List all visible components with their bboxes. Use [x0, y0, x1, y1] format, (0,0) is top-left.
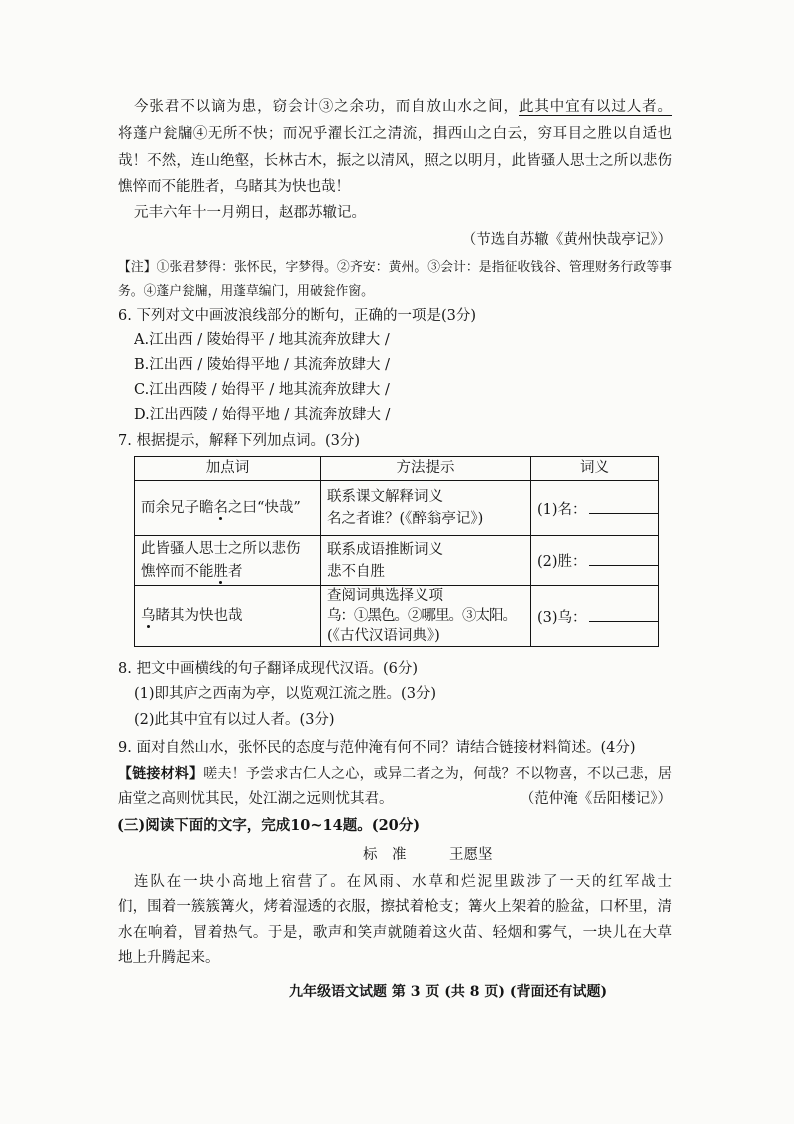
hint-line: 名之者谁？(《醉翁亭记》): [327, 511, 484, 527]
word-cell: [135, 536, 321, 586]
hint-line: 乌：①黑色。②哪里。③太阳。: [327, 608, 516, 624]
word-text: 者: [228, 563, 243, 580]
header-method-hint: 方法提示: [321, 457, 531, 481]
notes-line-2: 务。④蓬户瓮牖，用蓬草编门，用破瓮作窗。: [118, 284, 374, 299]
passage-signature: 元丰六年十一月朔日，赵郡苏辙记。: [134, 205, 366, 221]
section-3-heading: (三)阅读下面的文字，完成10~14题。(20分): [117, 817, 421, 834]
q6-option-c: C.江出西陵 / 始得平 / 地其流奔放肆大 /: [134, 382, 390, 398]
word-line: [141, 497, 320, 520]
q7-stem: 7. 根据提示，解释下列加点词。(3分): [118, 433, 360, 449]
q8-item-1: (1)即其庐之西南为亭，以览观江流之胜。(3分): [134, 686, 437, 702]
dotted-word: 乌: [141, 607, 156, 624]
link-material-label: 【链接材料】: [118, 766, 204, 782]
q9-link-line-2: [118, 786, 672, 812]
q7-table: [134, 456, 659, 647]
word-text: 憔悴而不能: [141, 563, 214, 580]
word-cell: [135, 586, 321, 647]
story-author: 王愿坚: [449, 847, 493, 863]
answer-cell: [531, 481, 659, 536]
answer-blank: [589, 620, 659, 622]
header-meaning: 词义: [531, 457, 659, 481]
dotted-word: 胜: [213, 563, 228, 580]
hint-cell: [321, 481, 531, 536]
underlined-sentence: 此其中宜有以过人者。: [518, 99, 672, 115]
word-line: 此皆骚人思士之所以悲伤: [141, 540, 301, 557]
story-line-1: 连队在一块小高地上宿营了。在风雨、水草和烂泥里跋涉了一天的红军战士: [134, 874, 672, 890]
answer-cell: [531, 536, 659, 586]
notes-line-1: 【注】①张君梦得：张怀民，字梦得。②齐安：黄州。③会计：是指征收钱谷、管理财务行政等事: [118, 260, 672, 275]
hint-line: 悲不自胜: [327, 563, 385, 580]
q6-stem: 6. 下列对文中画波浪线部分的断句，正确的一项是(3分): [118, 308, 476, 324]
passage-line-1: [134, 94, 672, 120]
link-material-text: 嗟夫！予尝求古仁人之心，或异二者之为，何哉？不以物喜，不以己悲，居: [203, 766, 672, 782]
story-line-4: 地上升腾起来。: [118, 950, 220, 966]
story-line-3: 水在响着，冒着热气。于是，歌声和笑声就随着这火苗、轻烟和雾气，一块儿在大草: [118, 925, 672, 941]
word-text: 之曰“快哉”: [228, 499, 301, 516]
answer-blank: [589, 564, 659, 566]
link-material-source: （范仲淹《岳阳楼记》）: [519, 791, 672, 807]
answer-label: (3)乌：: [537, 609, 587, 626]
answer-blank: [589, 512, 659, 514]
q8-stem: 8. 把文中画横线的句子翻译成现代汉语。(6分): [118, 661, 418, 677]
word-line: [141, 605, 320, 628]
page-footer: 九年级语文试题 第 3 页 (共 8 页) (背面还有试题): [289, 984, 608, 1000]
dotted-word: 名: [213, 499, 228, 516]
hint-cell: [321, 536, 531, 586]
q6-option-b: B.江出西 / 陵始得平地 / 其流奔放肆大 /: [134, 357, 390, 373]
table-header-row: [135, 457, 659, 481]
q6-option-a: A.江出西 / 陵始得平 / 地其流奔放肆大 /: [134, 332, 390, 348]
hint-line: 联系课文解释词义: [327, 489, 443, 505]
q9-stem: 9. 面对自然山水，张怀民的态度与范仲淹有何不同？请结合链接材料简述。(4分): [118, 740, 636, 756]
story-line-2: 们，围着一簇簇篝火，烤着湿透的衣服，擦拭着枪支；篝火上架着的脸盆，口杯里，清: [118, 899, 672, 915]
passage-line-3: 哉！不然，连山绝壑，长林古木，振之以清风，照之以明月，此皆骚人思士之所以悲伤: [118, 153, 672, 169]
word-text: 而余兄子瞻: [141, 499, 214, 516]
hint-line: 查阅词典选择义项: [327, 588, 443, 604]
hint-line: 联系成语推断词义: [327, 541, 443, 558]
hint-line: (《古代汉语词典》): [327, 628, 440, 644]
passage-line-1-text: 今张君不以谪为患，窃会计③之余功，而自放山水之间，: [134, 99, 519, 115]
answer-label: (1)名：: [537, 501, 587, 518]
word-cell: [135, 481, 321, 536]
hint-cell: [321, 586, 531, 647]
q8-item-2: (2)此其中宜有以过人者。(3分): [134, 712, 335, 728]
answer-label: (2)胜：: [537, 554, 587, 570]
passage-line-2: 将蓬户瓮牖④无所不快；而况乎濯长江之清流，揖西山之白云，穷耳目之胜以自适也: [118, 126, 672, 142]
q6-option-d: D.江出西陵 / 始得平地 / 其流奔放肆大 /: [134, 407, 391, 423]
table-row: [135, 536, 659, 586]
passage-line-4: 憔悴而不能胜者，乌睹其为快也哉！: [118, 179, 350, 195]
word-text: 睹其为快也哉: [155, 607, 243, 624]
table-row: [135, 481, 659, 536]
header-dotted-word: 加点词: [135, 457, 321, 481]
answer-cell: [531, 586, 659, 647]
link-material-text: 庙堂之高则忧其民，处江湖之远则忧其君。: [118, 791, 394, 807]
table-row: [135, 586, 659, 647]
story-title: 标 准: [363, 847, 407, 863]
passage-source: （节选自苏辙《黄州快哉亭记》）: [461, 232, 672, 248]
word-line: [141, 561, 320, 584]
q9-link-line-1: [118, 761, 672, 787]
